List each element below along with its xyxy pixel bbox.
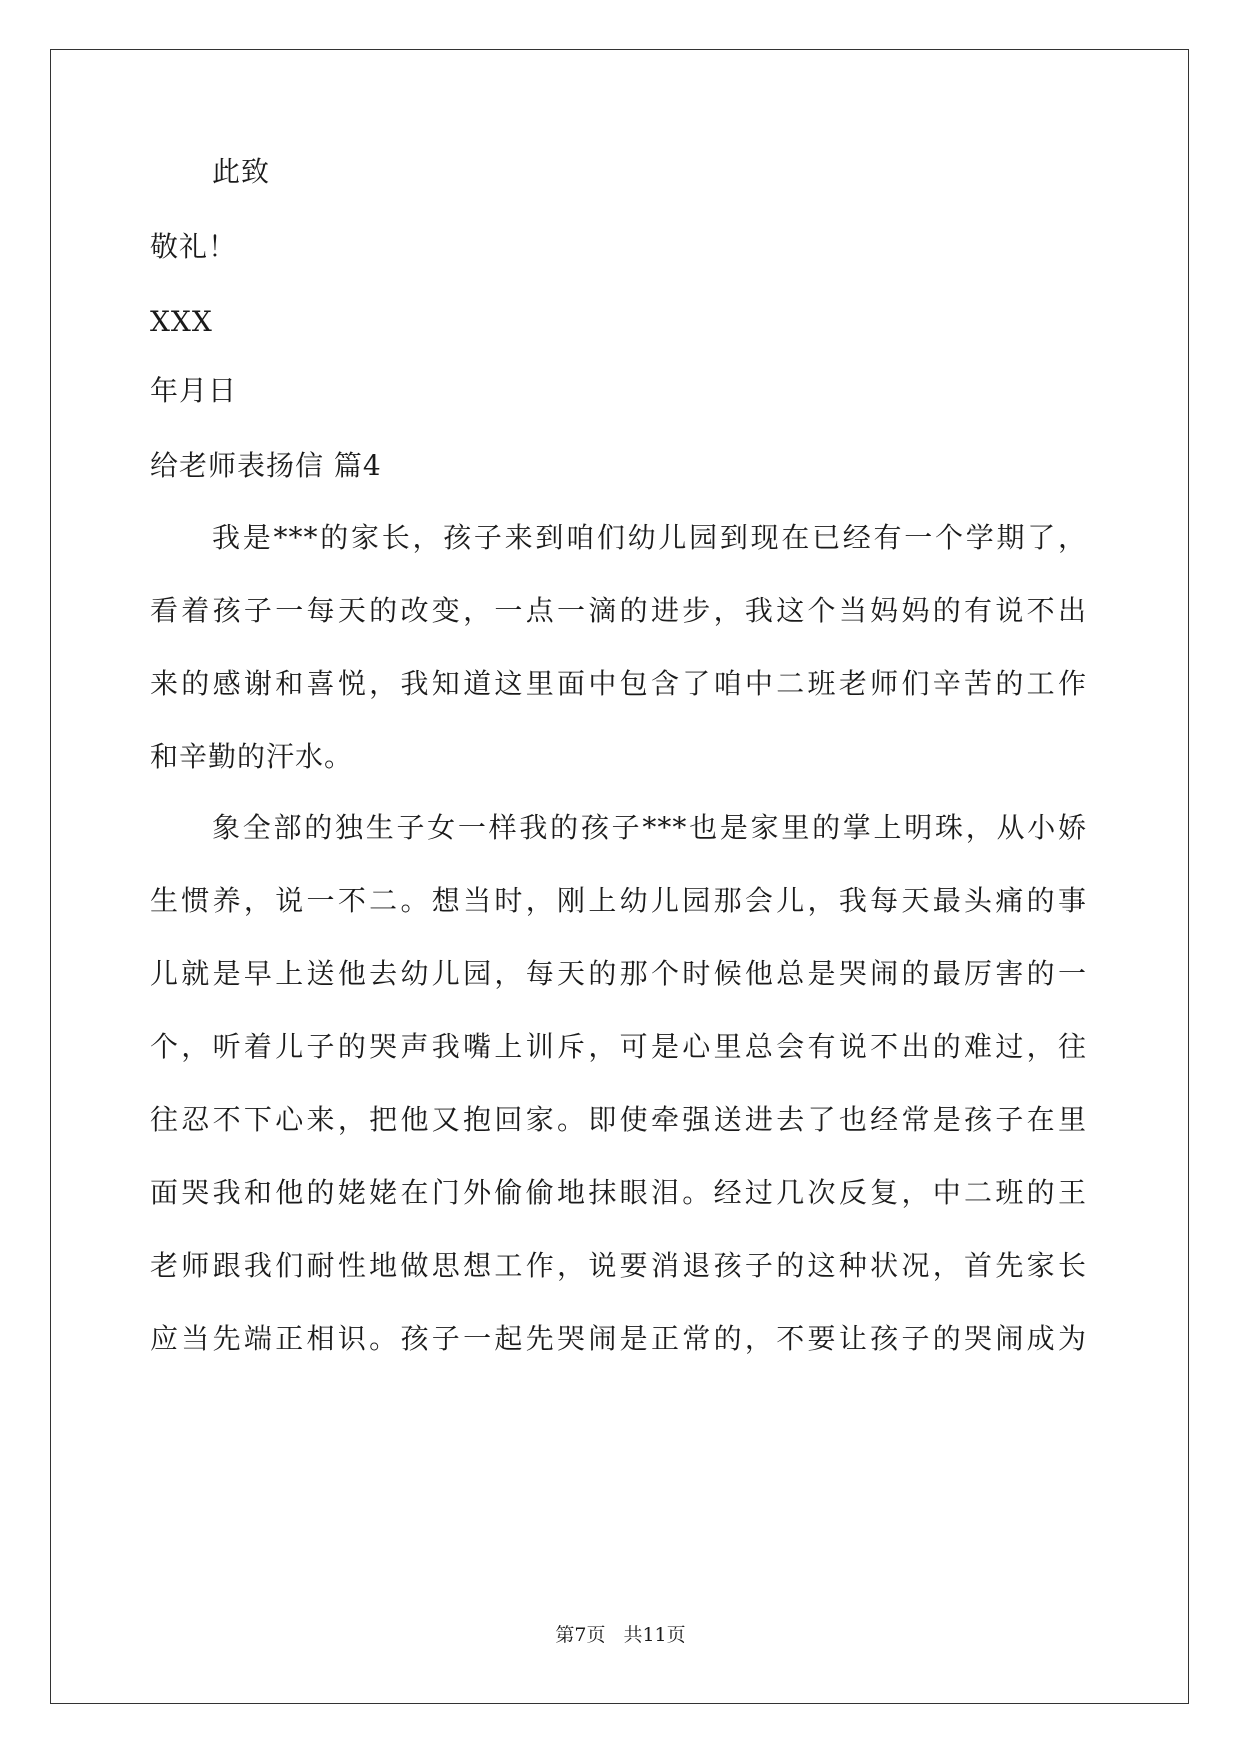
paragraph-1-line-1: 我是***的家长，孩子来到咱们幼儿园到现在已经有一个学期了， [212, 521, 1087, 554]
paragraph-2-line-6: 面哭我和他的姥姥在门外偷偷地抹眼泪。经过几次反复，中二班的王 [150, 1176, 1087, 1209]
paragraph-2-line-1: 象全部的独生子女一样我的孩子***也是家里的掌上明珠，从小娇 [212, 811, 1087, 844]
page-footer [0, 1623, 1241, 1647]
paragraph-1-line-3: 来的感谢和喜悦，我知道这里面中包含了咱中二班老师们辛苦的工作 [150, 667, 1087, 700]
paragraph-2-line-7: 老师跟我们耐性地做思想工作，说要消退孩子的这种状况，首先家长 [150, 1249, 1087, 1282]
paragraph-2-line-3: 儿就是早上送他去幼儿园，每天的那个时候他总是哭闹的最厉害的一 [150, 957, 1087, 990]
page-total: 共11页 [623, 1624, 686, 1646]
signature: XXX [150, 305, 213, 338]
date-line: 年月日 [150, 374, 238, 407]
paragraph-2-line-4: 个，听着儿子的哭声我嘴上训斥，可是心里总会有说不出的难过，往 [150, 1030, 1087, 1063]
page-number: 第7页 [555, 1624, 606, 1646]
page-border [50, 49, 1189, 1704]
paragraph-2-line-5: 往忍不下心来，把他又抱回家。即使牵强送进去了也经常是孩子在里 [150, 1103, 1087, 1136]
paragraph-1-line-2: 看着孩子一每天的改变，一点一滴的进步，我这个当妈妈的有说不出 [150, 594, 1087, 627]
paragraph-1-line-4: 和辛勤的汗水。 [150, 740, 354, 773]
closing-regards: 敬礼！ [150, 230, 238, 263]
paragraph-2-line-2: 生惯养，说一不二。想当时，刚上幼儿园那会儿，我每天最头痛的事 [150, 884, 1087, 917]
paragraph-2-line-8: 应当先端正相识。孩子一起先哭闹是正常的，不要让孩子的哭闹成为 [150, 1322, 1087, 1355]
section-title: 给老师表扬信 篇4 [150, 449, 382, 482]
closing-salutation: 此致 [212, 155, 271, 188]
